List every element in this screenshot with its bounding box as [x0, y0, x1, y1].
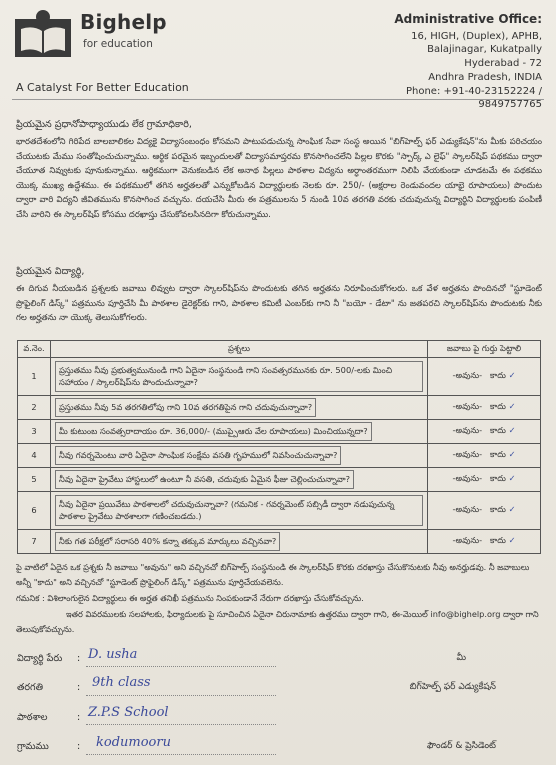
question-text: ప్రస్తుతము నీవు ప్రభుత్వమునుండి గాని ఏదైనా సంస్థనుండి గాని సంవత్సరమునకు రూ. 500/-లకు మించి సహాయం / స్కాలర్‌షిప్‌ను పొందుచున్నావా?: [55, 361, 423, 392]
row-number: 3: [18, 419, 51, 443]
answer-no[interactable]: కాదు: [490, 503, 506, 514]
question-cell: [51, 529, 428, 553]
salutation-student: ప్రియమైన విద్యార్థి,: [16, 266, 85, 277]
answer-no[interactable]: కాదు: [490, 424, 506, 435]
colon: :: [77, 712, 81, 723]
tick-mark-icon: ✓: [508, 424, 516, 435]
bighelp-logo-icon: [15, 9, 71, 57]
table-row: [18, 419, 541, 443]
answer-yes[interactable]: -అవును-: [452, 400, 483, 411]
question-cell: [51, 467, 428, 491]
student-name-value[interactable]: D. usha: [88, 647, 138, 662]
answer-cell[interactable]: [428, 529, 541, 553]
tagline: A Catalyst For Better Education: [16, 81, 189, 94]
answer-yes[interactable]: -అవును-: [452, 472, 483, 483]
village-value[interactable]: kodumooru: [96, 735, 171, 750]
field-label-class: తరగతి: [17, 682, 43, 693]
brand-name: Bighelp: [80, 10, 167, 34]
tick-mark-icon: ✓: [508, 503, 516, 514]
question-cell: [51, 443, 428, 467]
field-line: [86, 695, 276, 696]
field-line: [86, 754, 276, 755]
answer-cell[interactable]: [428, 467, 541, 491]
student-paragraph: ఈ దిగువ నీయబడిన ప్రశ్నలకు జవాబు లివ్వుట ద్వారా స్కాలర్‌షిప్‌ను పొందుటకు తగిన అర్హతను నిరూపించుకోగలరు. ఒక వేళ అర్హతను పొందినచో "స్టూడెంట్ ప్రొఫైలింగ్ డిస్క్" పత్రమును పూర్తిచేసి మీ పాఠశాల డైరెక్టర్‌కు గాని, పాఠశాల కమిటీ ఎంబర్‌కు గాని నీ "బయో - డేటా" ను జతపరచి స్కాలర్‌షిప్‌ను పొందుటకు నీకు గల అర్హతను నా యొక్క తెలుసుకోగలరు.: [16, 283, 542, 323]
col-header-answer: జవాబు పై గుర్తు పెట్టాలి: [428, 341, 541, 358]
answer-cell[interactable]: [428, 443, 541, 467]
answer-no[interactable]: కాదు: [490, 448, 506, 459]
table-row: [18, 358, 541, 396]
table-row: [18, 467, 541, 491]
table-row: [18, 395, 541, 419]
tick-mark-icon: ✓: [508, 369, 516, 380]
answer-cell[interactable]: [428, 491, 541, 529]
question-text: ప్రస్తుతము నీవు 5వ తరగతిలోపు గాని 10వ తరగతిపైన గాని చదువుచున్నావా?: [55, 398, 316, 417]
question-text: నీకు గత పరీక్షలో సరాసరి 40% కన్నా తక్కువ మార్కులు వచ్చినవా?: [55, 532, 280, 551]
question-text: నీవు గవర్నమెంటు వారి ఏదైనా సాంఘిక సంక్షేమ వసతి గృహములో నివసించుచున్నావా?: [55, 446, 341, 465]
colon: :: [77, 682, 81, 693]
row-number: 5: [18, 467, 51, 491]
table-row: [18, 491, 541, 529]
office-address: [342, 13, 542, 112]
row-number: 7: [18, 529, 51, 553]
field-label-name: విద్యార్థి పేరు: [17, 653, 63, 664]
field-line: [86, 666, 276, 667]
header-divider: [12, 99, 544, 100]
contact-note: ఇతర వివరములకు సలహాలకు, ఫిర్యాదులకు పై సూచించిన ఏదైనా చిరునామాకు ఉత్తరము ద్వారా గాని, ఈ-మెయిల్ info@bighelp.org ద్వారా గాని తెలుపుకోవచ్చును.: [16, 609, 539, 634]
answer-yes[interactable]: -అవును-: [452, 503, 483, 514]
row-number: 6: [18, 491, 51, 529]
answer-cell[interactable]: [428, 395, 541, 419]
salutation-headmaster: ప్రియమైన ప్రధానోపాధ్యాయుడు లేక గ్రామాధికారి,: [16, 119, 192, 130]
col-header-number: వ.నెం.: [18, 341, 51, 358]
row-number: 1: [18, 358, 51, 396]
address-phone: Phone: +91-40-23152224 / 9849757765: [405, 85, 542, 111]
answer-no[interactable]: కాదు: [490, 369, 506, 380]
eligibility-note: పై వాటిలో ఏదైన ఒక ప్రశ్నకు నీ జవాబు "అవును" అని వచ్చినచో బిగ్‌హెల్ప్ సంస్థనుండి ఈ స్కాలర్‌షిప్ కొరకు దరఖాస్తు చేసుకొనుటకు నీవు అనర్హుడవు. నీ జవాబులు అన్నీ "కాదు" అని వచ్చినచో "స్టూడెంట్ ప్రొఫైలింగ్ డిస్క్" పత్రమును పూర్తిచేయవలెను.: [16, 562, 530, 587]
answer-cell[interactable]: [428, 358, 541, 396]
answer-no[interactable]: కాదు: [490, 400, 506, 411]
answer-yes[interactable]: -అవును-: [452, 534, 483, 545]
answer-yes[interactable]: -అవును-: [452, 424, 483, 435]
table-row: [18, 443, 541, 467]
tick-mark-icon: ✓: [508, 400, 516, 411]
address-line: Andhra Pradesh, INDIA: [428, 71, 542, 83]
table-row: [18, 529, 541, 553]
intro-paragraph: భారతదేశంలోని గిరిపేద బాలబాలికల విద్యకై విద్యాసంబంధం కోసమని పాటుపడుచున్న సాంఘిక సేవా సంస్థ అయిన "బిగ్‌హెల్ప్ ఫర్ ఎడ్యుకేషన్"ను మీకు పరిచయం చేయుటకు మేము సంతోషించుచున్నాము. ఆర్థిక పరమైన ఇబ్బందులతో విద్యాసమాప్తరమ కొనసాగించలేని పిల్లల కొరకు "స్పార్క్ ఎ లైఫ్" స్కాలర్‌షిప్ పథకము ద్వారా చేయూత నివ్వుటకు పూనుకున్నాము. ఆర్థికముగా వెనుకబడిన లేక అనాథ పిల్లలు పాఠశాల విద్యను అర్ధాంతరముగా నిలిపి వేయకుండా చూడటమే ఈ పథకము యొక్క ముఖ్య ఉద్దేశము. ఈ పథకములో తగిన అర్హతలతో ఎన్నుకోబడిన విద్యార్థులకు నెలకు రూ. 250/- (అక్షరాల రెండువందల యాభై రూపాయలు) పొందుట ద్వారా వారి విద్యని జీవితమును కొనసాగించ వచ్చును. దయచేసి మీరు ఈ పత్రములను 5 నుండి 10వ తరగతి వరకు చదువుచున్న విద్యార్థిని విద్యార్థులకు పంపిణీ చేసి వారిని ఈ స్కాలర్‌షిప్ కోసము దరఖాస్తు చేసుకోవలసినదిగా కోరుచున్నాము.: [16, 136, 542, 219]
brand-subtitle: for education: [83, 38, 153, 50]
address-line: Balajinagar, Kukatpally: [427, 44, 542, 56]
answer-yes[interactable]: -అవును-: [452, 369, 483, 380]
colon: :: [77, 741, 81, 752]
question-cell: [51, 491, 428, 529]
class-value[interactable]: 9th class: [92, 675, 151, 690]
answer-cell[interactable]: [428, 419, 541, 443]
question-text: మీ కుటుంబ సంవత్సరాదాయం రూ. 36,000/- (ముప్పైఆరు వేల రూపాయలు) మించియున్నదా?: [55, 422, 372, 441]
question-cell: [51, 419, 428, 443]
col-header-questions: ప్రశ్నలు: [51, 341, 428, 358]
answer-no[interactable]: కాదు: [490, 534, 506, 545]
disability-note: గమనిక : విశిలాంగులైన విద్యార్థులు ఈ అర్హత తనిఖీ పత్రమును నింపకుండానే నేరుగా దరఖాస్తు చేసుకోవచ్చును.: [16, 593, 364, 603]
school-value[interactable]: Z.P.S School: [88, 705, 169, 720]
sign-yours: మీ: [456, 653, 466, 663]
question-cell: [51, 358, 428, 396]
question-text: నీవు ఏదైనా ప్రయివేటు పాఠశాలలో చదువుచున్నావా? (గమనిక - గవర్నమెంట్ సబ్సిడీ ద్వారా నడుపుచున్న పాఠశాల ప్రైవేటు పాఠశాలగా గణించబడదు.): [55, 495, 423, 526]
tick-mark-icon: ✓: [508, 534, 516, 545]
row-number: 4: [18, 443, 51, 467]
colon: :: [77, 653, 81, 664]
eligibility-table: [17, 340, 541, 554]
sign-designation: ఫౌండర్ & ప్రెసిడెంట్: [426, 741, 496, 751]
field-label-village: గ్రామము: [17, 741, 49, 752]
table-header-row: [18, 341, 541, 358]
row-number: 2: [18, 395, 51, 419]
address-line: Hyderabad - 72: [464, 58, 542, 70]
field-line: [86, 724, 276, 725]
address-line: 16, HIGH, (Duplex), APHB,: [411, 30, 542, 42]
question-cell: [51, 395, 428, 419]
question-text: నీవు ఏదైనా ప్రైవేటు హాస్టలులో ఉంటూ నీ వసతి, చదువుకు ఏమైన ఫీజు చెల్లించుచున్నావా?: [55, 470, 354, 489]
answer-no[interactable]: కాదు: [490, 472, 506, 483]
tick-mark-icon: ✓: [508, 472, 516, 483]
sign-organization: బిగ్‌హెల్ప్ ఫర్ ఎడ్యుకేషన్: [409, 682, 496, 692]
answer-yes[interactable]: -అవును-: [452, 448, 483, 459]
office-title: Administrative Office:: [394, 12, 542, 26]
tick-mark-icon: ✓: [508, 448, 516, 459]
field-label-school: పాఠశాల: [17, 712, 48, 723]
